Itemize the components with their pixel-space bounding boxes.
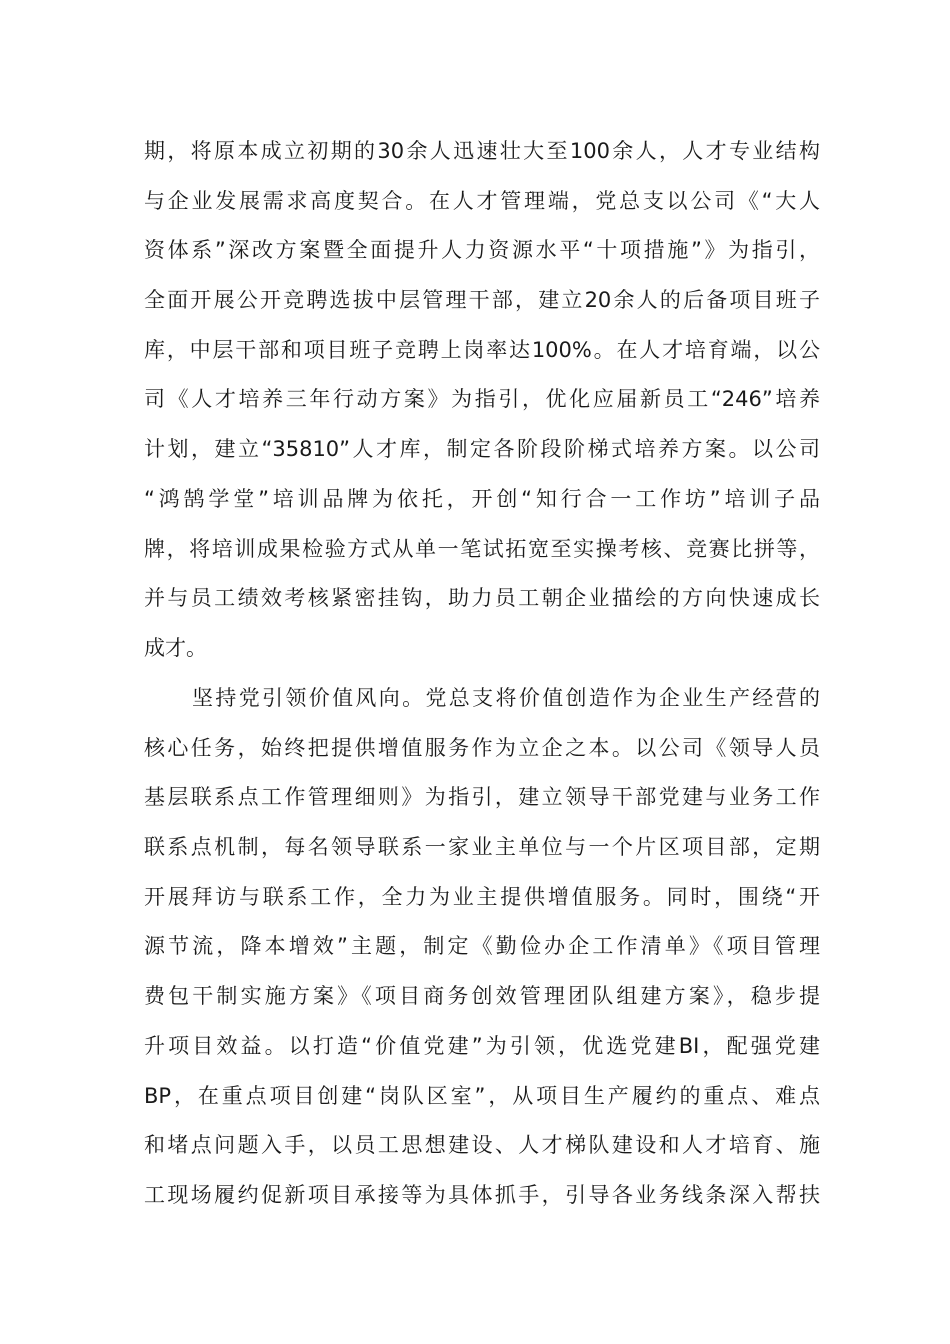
body-text-line: 基层联系点工作管理细则》为指引，建立领导干部党建与业务工作: [144, 785, 820, 809]
body-text-line: 核心任务，始终把提供增值服务作为立企之本。以公司《领导人员: [144, 736, 820, 760]
body-text-line: 库，中层干部和项目班子竞聘上岗率达100%。在人才培育端，以公: [144, 338, 820, 362]
body-text-line: 牌，将培训成果检验方式从单一笔试拓宽至实操考核、竞赛比拼等，: [144, 537, 820, 561]
body-text-line: 费包干制实施方案》《项目商务创效管理团队组建方案》，稳步提: [144, 984, 820, 1008]
body-text-line: 并与员工绩效考核紧密挂钩，助力员工朝企业描绘的方向快速成长: [144, 586, 820, 610]
paragraph-first-line: 坚持党引领价值风向。党总支将价值创造作为企业生产经营的: [192, 686, 820, 710]
body-text-line: 联系点机制，每名领导联系一家业主单位与一个片区项目部，定期: [144, 835, 820, 859]
body-text-line: 计划，建立“35810”人才库，制定各阶段阶梯式培养方案。以公司: [144, 437, 820, 461]
body-text-line: BP，在重点项目创建“岗队区室”，从项目生产履约的重点、难点: [144, 1084, 820, 1108]
body-text-line: 和堵点问题入手，以员工思想建设、人才梯队建设和人才培育、施: [144, 1133, 820, 1157]
body-text-line: 与企业发展需求高度契合。在人才管理端，党总支以公司《“大人: [144, 189, 820, 213]
body-text-line: 资体系”深改方案暨全面提升人力资源水平“十项措施”》为指引，: [144, 238, 820, 262]
body-text-line: “鸿鹄学堂”培训品牌为依托，开创“知行合一工作坊”培训子品: [144, 487, 820, 511]
body-text-line: 工现场履约促新项目承接等为具体抓手，引导各业务线条深入帮扶: [144, 1183, 820, 1207]
body-text-line: 成才。: [144, 636, 207, 660]
body-text-line: 源节流，降本增效”主题，制定《勤俭办企工作清单》《项目管理: [144, 934, 820, 958]
body-text-line: 期，将原本成立初期的30余人迅速壮大至100余人，人才专业结构: [144, 139, 820, 163]
body-text-line: 升项目效益。以打造“价值党建”为引领，优选党建BI，配强党建: [144, 1034, 820, 1058]
body-text-line: 全面开展公开竞聘选拔中层管理干部，建立20余人的后备项目班子: [144, 288, 820, 312]
body-text-line: 开展拜访与联系工作，全力为业主提供增值服务。同时，围绕“开: [144, 885, 820, 909]
body-text-line: 司《人才培养三年行动方案》为指引，优化应届新员工“246”培养: [144, 387, 820, 411]
